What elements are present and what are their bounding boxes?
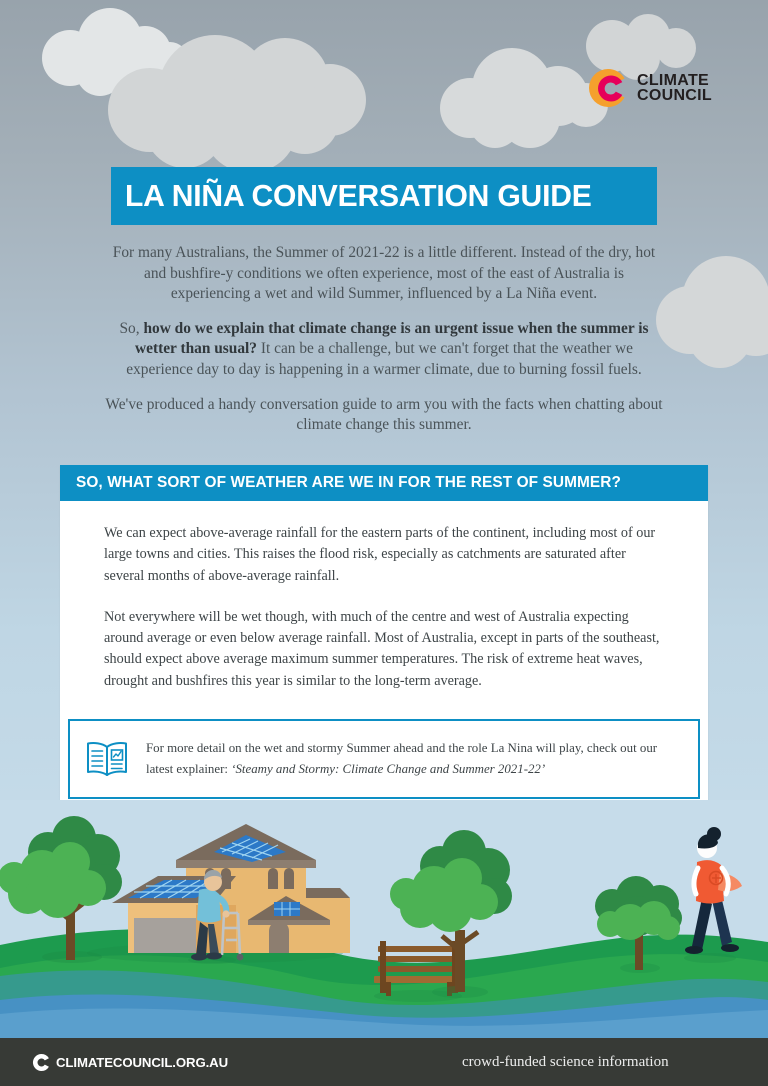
callout-text [146, 738, 678, 780]
landscape-illustration [0, 800, 768, 1038]
brand-logo-line2: COUNCIL [637, 87, 712, 104]
climate-council-c-logo [586, 66, 630, 110]
footer-website: CLIMATECOUNCIL.ORG.AU [56, 1054, 229, 1070]
garage-door [134, 918, 196, 953]
section-body [60, 501, 708, 692]
callout-text-lead: For more detail on the wet and stormy Summer ahead and the role La Nina will play, check out our latest explainer: [146, 741, 658, 776]
section-header-bar [60, 465, 708, 501]
intro-paragraph-3: We've produced a handy conversation guide to arm you with the facts when chatting about climate change this summer. [105, 395, 663, 434]
intro-block [104, 243, 664, 436]
title-banner [111, 167, 657, 225]
climate-council-c-mono [32, 1053, 51, 1072]
footer-tagline: crowd-funded science information [462, 1053, 669, 1070]
open-book-icon [84, 739, 130, 779]
explainer-callout [68, 719, 700, 799]
section-paragraph-2: Not everywhere will be wet though, with much of the centre and west of Australia expecting around average or even below average rainfall. Most of Australia, except in parts of the southeast, should expect above average maximum summer temperatures. The risk of extreme heat waves, drought and bushfires this year is similar to the long-term average. [104, 608, 660, 689]
intro-paragraph-1: For many Australians, the Summer of 2021-22 is a little different. Instead of the dry, hot and bushfire-y conditions we often experience, most of the east of Australia is experiencing a wet and wild Summer, influenced by a La Niña event. [112, 244, 656, 303]
section-paragraph-1: We can expect above-average rainfall for the eastern parts of the continent, including most of our large towns and cities. This raises the flood risk, especially as catchments are saturated after several months of above-average rainfall. [104, 525, 656, 584]
cloud-top-right [440, 48, 608, 148]
section-heading: SO, WHAT SORT OF WEATHER ARE WE IN FOR THE REST OF SUMMER? [76, 474, 622, 491]
page-footer [0, 1038, 768, 1086]
cloud-mid-right [656, 256, 768, 368]
callout-text-italic: ‘Steamy and Stormy: Climate Change and Summer 2021-22’ [231, 762, 546, 776]
page-title: LA NIÑA CONVERSATION GUIDE [125, 178, 592, 213]
footer-brand[interactable] [32, 1053, 228, 1072]
intro-p2-rest: It can be a challenge, but we can't forget that the weather we experience day to day is happening in a warmer climate, due to burning fossil fuels. [126, 340, 642, 378]
brand-logo-text [637, 73, 712, 104]
intro-p2-bold: how do we explain that climate change is an urgent issue when the summer is wetter than usual? [135, 319, 649, 358]
brand-logo-line1: CLIMATE [637, 71, 710, 89]
intro-p2-lead: So, [119, 319, 144, 337]
walker-wheel [237, 954, 244, 961]
intro-paragraph-2 [104, 319, 664, 381]
front-door [269, 921, 289, 953]
brand-logo [586, 63, 716, 113]
